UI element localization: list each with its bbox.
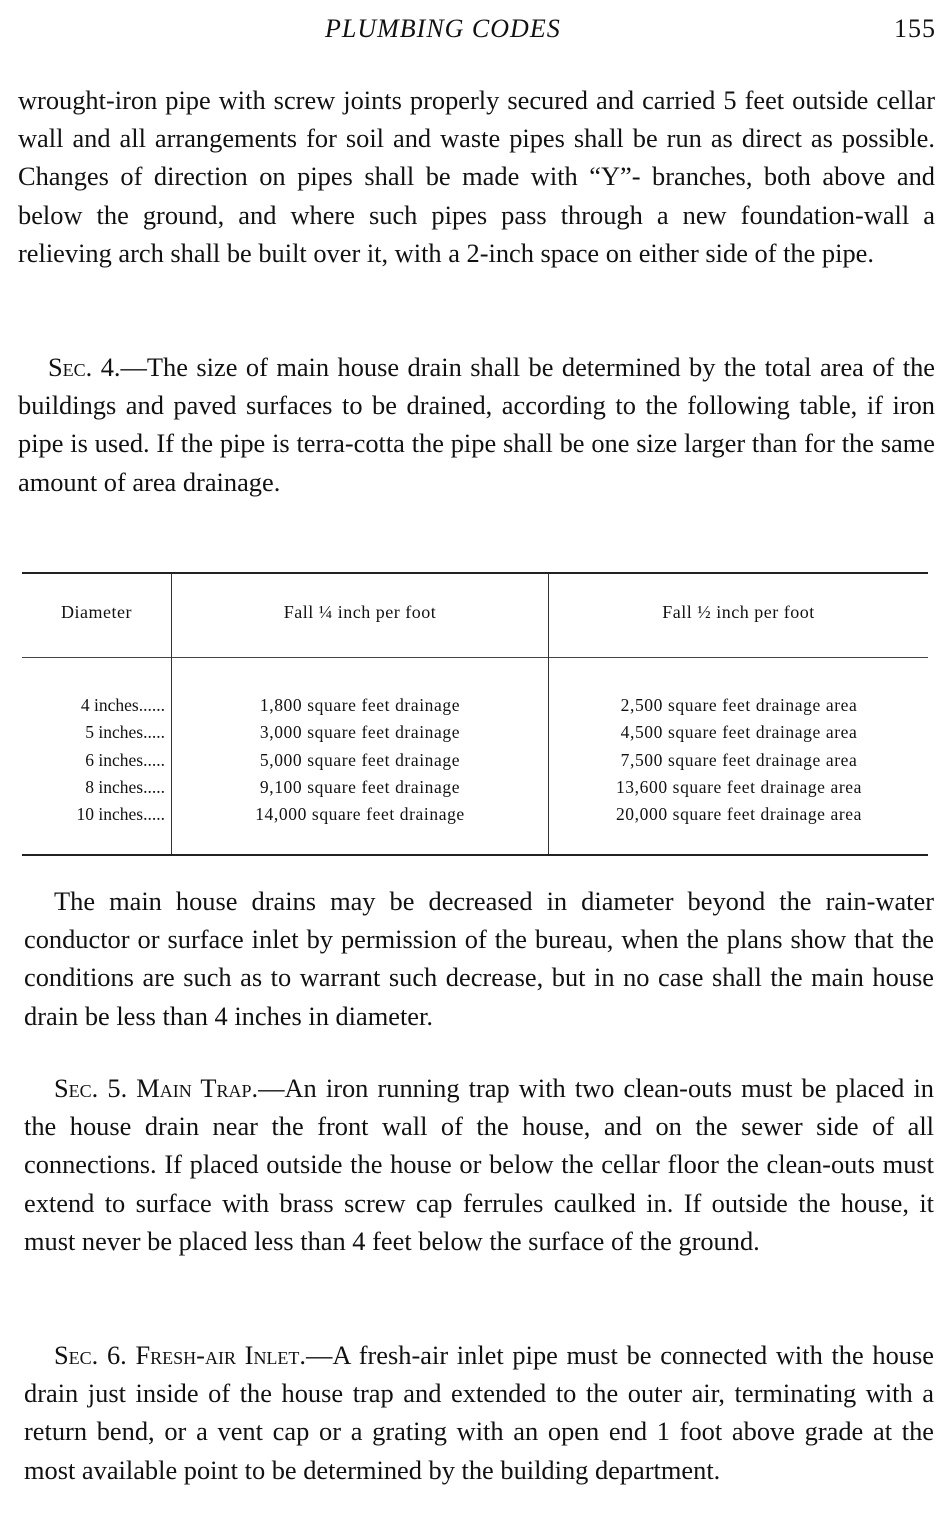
drain-size-table [22,570,928,860]
section-5-label: Sec. 5. Main Trap. [54,1073,259,1103]
table-cell: 4,500 square feet drainage area [620,722,858,743]
table-cell: 4 inches...... [80,695,165,715]
section-6-label: Sec. 6. Fresh-air Inlet. [54,1340,307,1370]
table-cell: 8 inches..... [85,776,165,797]
header-diameter: Diameter [61,602,132,622]
section-4-label: Sec. 4. [48,352,121,382]
page-number: 155 [894,14,936,43]
table-cell: 14,000 square feet drainage [255,804,465,825]
header-fall-half-inch: Fall ½ inch per foot [662,602,815,622]
table-cell: 9,100 square feet drainage [259,776,461,797]
table-cell: 20,000 square feet drainage area [615,804,863,825]
section-6-paragraph [24,1336,934,1489]
section-6-text: —A fresh-air inlet pipe must be connected with the house drain just inside of the house trap and extended to the outer air, terminating with a return bend, or a vent cap or a grating with an open end 1 foot above grade at the most available point to be determined by the building department. [24,1340,934,1485]
table-cell: 7,500 square feet drainage area [620,749,858,770]
section-4-paragraph [18,348,935,501]
page-header [0,14,950,48]
fall-quarter-column [174,692,546,828]
table-cell: 3,000 square feet drainage [259,722,461,743]
table-cell: 10 inches..... [76,804,165,825]
table-cell: 1,800 square feet drainage [259,695,461,715]
table-cell: 5,000 square feet drainage [259,749,461,770]
running-title: PLUMBING CODES [325,14,561,43]
table-cell: 13,600 square feet drainage area [615,776,863,797]
header-fall-quarter-inch: Fall ¼ inch per foot [283,602,437,622]
table-header-rule [22,657,928,658]
table-cell: 6 inches..... [85,749,165,770]
diameter-column [22,692,171,828]
table-cell: 2,500 square feet drainage area [620,695,858,715]
table-bottom-rule [22,854,928,856]
table-top-rule [22,572,928,574]
paragraph-drain-decrease: The main house drains may be decreased in diameter beyond the rain-water conductor or surface inlet by permission of the bureau, when the plans show that the conditions are such as to warrant such decrease, but in no case shall the main house drain be less than 4 inches in diameter. [24,886,934,1031]
section-5-text: —An iron running trap with two clean-outs must be placed in the house drain near the front wall of the house, and on the sewer side of all connections. If placed outside the house or below the cellar floor the clean-outs must extend to surface with brass screw cap ferrules caulked in. If outside the house, it must never be placed less than 4 feet below the surface of the ground. [24,1073,935,1256]
section-4-text: —The size of main house drain shall be determined by the total area of the buildings and paved surfaces to be drained, according to the following table, if iron pipe is used. If the pipe is terra-cotta the pipe shall be one size larger than for the same amount of area drainage. [18,352,935,497]
table-cell: 5 inches..... [85,722,165,743]
paragraph-pipe-arrangements: wrought-iron pipe with screw joints properly secured and carried 5 feet outside cellar wall and all arrangements for soil and waste pipes shall be run as direct as possible. Changes of direction on pipes shall be made with “Y”- branches, both above and below the ground, and where such pipes pass through a new foundation-wall a relieving arch shall be built over it, with a 2-inch space on either side of the pipe. [18,85,935,268]
fall-half-column [552,692,926,828]
section-5-paragraph [24,1069,934,1260]
